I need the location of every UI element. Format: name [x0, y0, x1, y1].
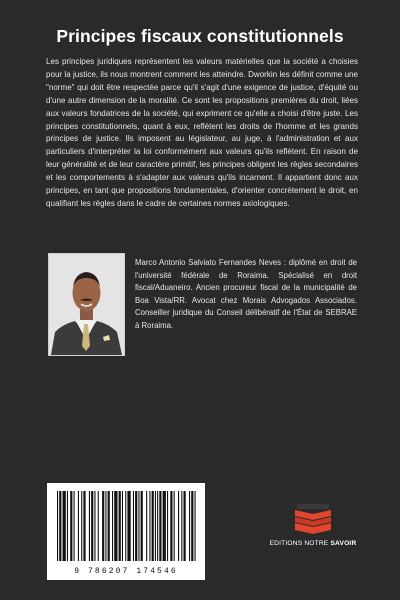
author-photo [48, 253, 125, 356]
isbn-barcode [47, 483, 205, 580]
book-stack-icon [291, 500, 335, 536]
publisher-name: EDITIONS NOTRE SAVOIR [269, 540, 357, 547]
publisher-logo [258, 500, 368, 560]
author-bio: Marco Antonio Salviato Fernandes Neves : diplômé en droit de l'université fédérale de Roraima. Spécialisé en droit fiscal/Aduaneiro. Ancien procureur fiscal de la municipalité de Boa Vista/RR. Avocat chez Morais Advogados Associados. Conseiller juridique du Conseil délibératif de l'État de SEBRAE à Roraima. [135, 258, 357, 330]
isbn-number: 9 786207 174546 [74, 567, 178, 576]
book-title: Principes fiscaux constitutionnels [56, 26, 344, 46]
book-description: Les principes juridiques représentent les valeurs matérielles que la société a choisies pour la justice, ils nous montrent comment les atteindre. Dworkin les définit comme une "norme" qui doit être respectée parce qu'il s'agit d'une exigence de justice, d'équité ou d'une autre dimension de la moralité. Ce sont les propositions premières du droit, liées aux valeurs fondatrices de la société, qui expriment ce qu'elle a choisi d'être juste. Les principes constitutionnels, quant à eux, reflètent les droits de l'homme et les grands principes de justice. Ils imposent au législateur, au juge, à l'administration et aux particuliers d'interpréter la loi conformément aux valeurs qu'ils reflètent. En raison de leur généralité et de leur caractère primitif, les principes obligent les règles secondaires et les comportements à s'adapter aux valeurs qu'ils incarnent. Il appartient donc aux principes, en tant que propositions fondamentales, d'orienter concrètement le droit, en qualifiant les règles dans le cadre de certaines normes axiologiques. [46, 57, 358, 208]
barcode-bars [55, 491, 197, 561]
